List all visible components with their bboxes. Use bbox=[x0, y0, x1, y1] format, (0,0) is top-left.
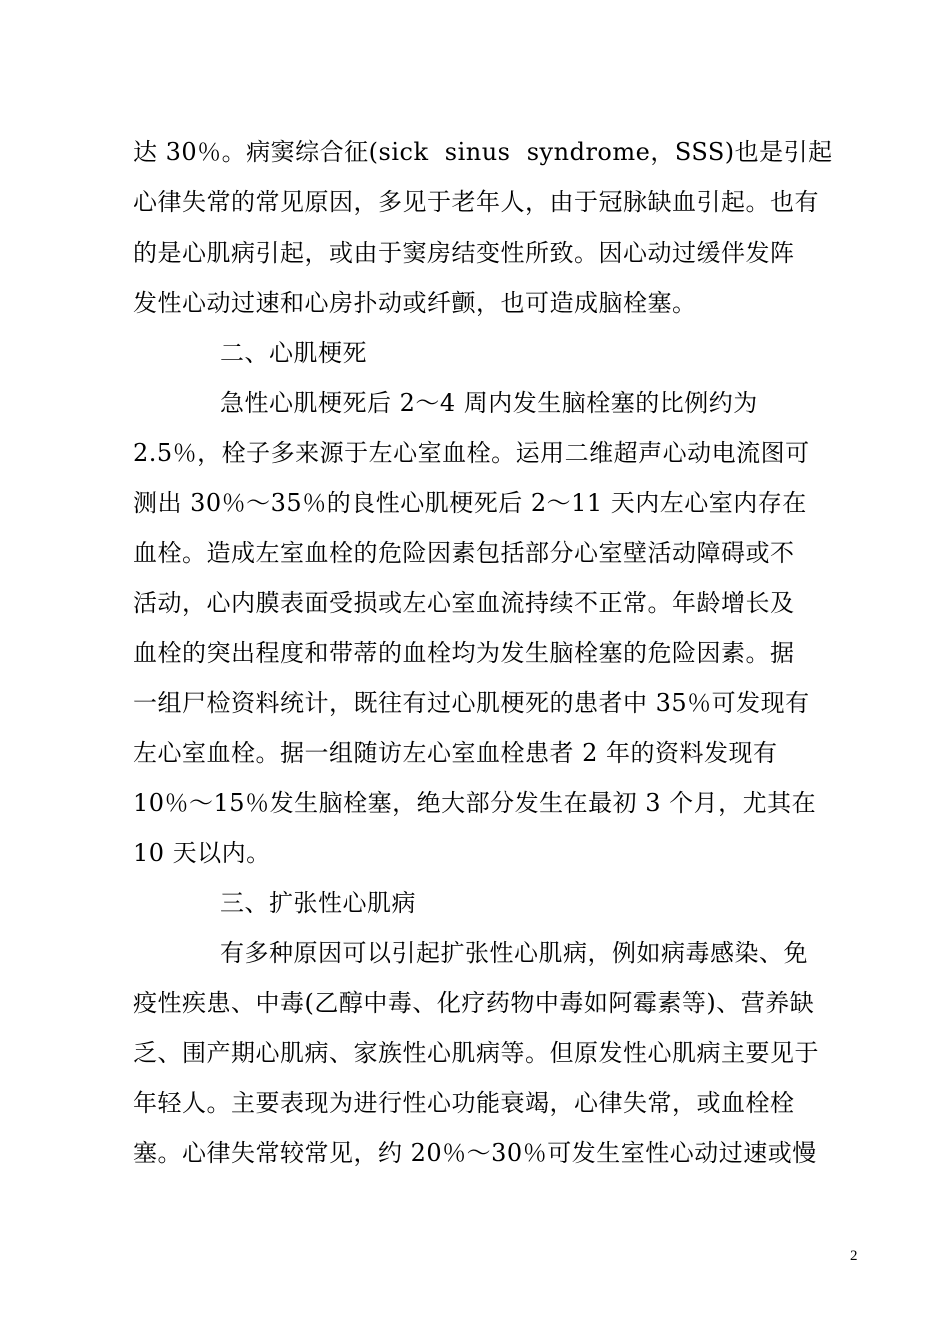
body-text-line: 的是心肌病引起，或由于窦房结变性所致。因心动过缓伴发阵 bbox=[133, 239, 795, 267]
section-heading-dilated-cardiomyopathy: 三、扩张性心肌病 bbox=[220, 889, 416, 917]
body-text-line: 10％～15％发生脑栓塞，绝大部分发生在最初 3 个月，尤其在 bbox=[133, 789, 817, 817]
body-text-line: 乏、围产期心肌病、家族性心肌病等。但原发性心肌病主要见于 bbox=[133, 1039, 819, 1067]
body-text-line: 一组尸检资料统计，既往有过心肌梗死的患者中 35％可发现有 bbox=[133, 689, 810, 717]
body-text-line: 10 天以内。 bbox=[133, 839, 271, 867]
body-text-line: 血栓。造成左室血栓的危险因素包括部分心室壁活动障碍或不 bbox=[133, 539, 795, 567]
body-text-line: 发性心动过速和心房扑动或纤颤，也可造成脑栓塞。 bbox=[133, 289, 697, 317]
body-text-line: 急性心肌梗死后 2～4 周内发生脑栓塞的比例约为 bbox=[220, 389, 758, 417]
body-text-line: 达 30％。病窦综合征(sick sinus syndrome，SSS)也是引起 bbox=[133, 138, 833, 166]
body-text-line: 血栓的突出程度和带蒂的血栓均为发生脑栓塞的危险因素。据 bbox=[133, 639, 795, 667]
body-text-line: 年轻人。主要表现为进行性心功能衰竭，心律失常，或血栓栓 bbox=[133, 1089, 795, 1117]
page-number: 2 bbox=[850, 1248, 858, 1264]
body-text-line: 测出 30％～35％的良性心肌梗死后 2～11 天内左心室内存在 bbox=[133, 489, 807, 517]
body-text-line: 2.5％，栓子多来源于左心室血栓。运用二维超声心动电流图可 bbox=[133, 439, 810, 467]
body-text-line: 左心室血栓。据一组随访左心室血栓患者 2 年的资料发现有 bbox=[133, 739, 778, 767]
body-text-line: 塞。心律失常较常见，约 20％～30％可发生室性心动过速或慢 bbox=[133, 1139, 817, 1167]
body-text-line: 活动，心内膜表面受损或左心室血流持续不正常。年龄增长及 bbox=[133, 589, 795, 617]
body-text-line: 心律失常的常见原因，多见于老年人，由于冠脉缺血引起。也有 bbox=[133, 188, 819, 216]
body-text-line: 疫性疾患、中毒(乙醇中毒、化疗药物中毒如阿霉素等)、营养缺 bbox=[133, 989, 815, 1017]
body-text-line: 有多种原因可以引起扩张性心肌病，例如病毒感染、免 bbox=[220, 939, 808, 967]
section-heading-myocardial-infarction: 二、心肌梗死 bbox=[220, 339, 367, 367]
